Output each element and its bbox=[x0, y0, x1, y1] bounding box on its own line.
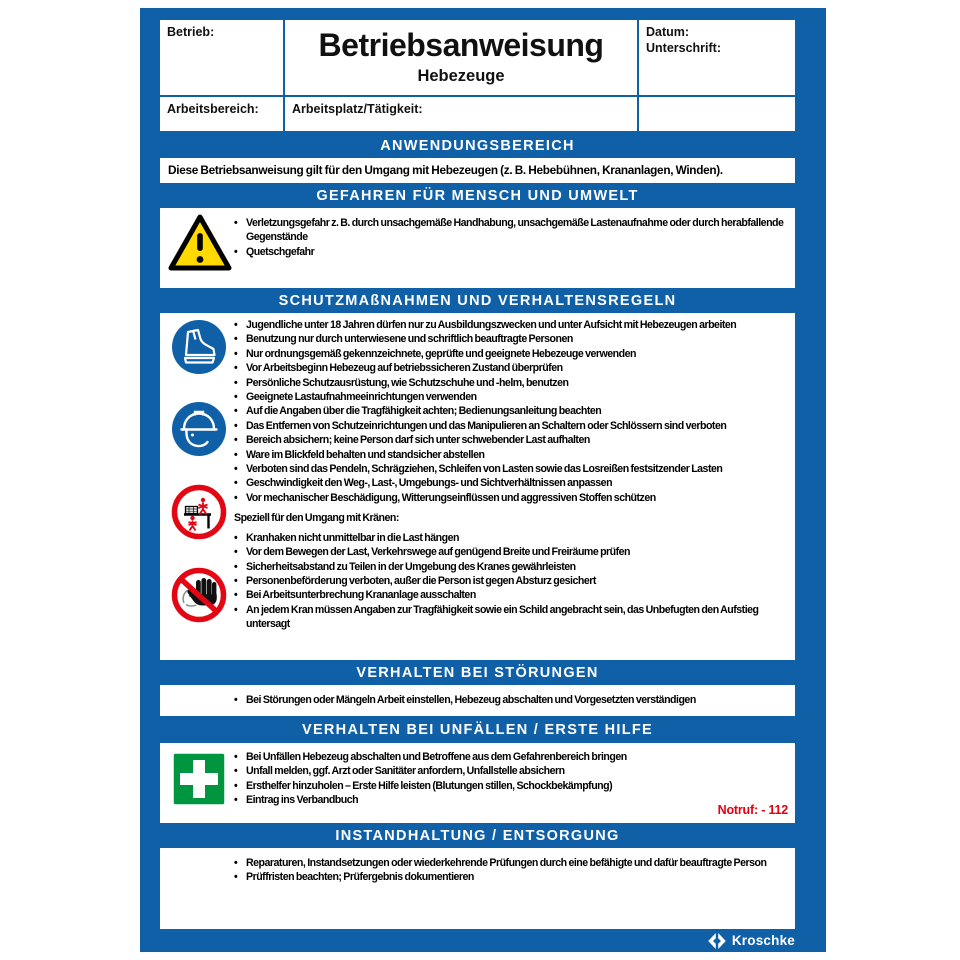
no-access-hand-icon bbox=[171, 567, 227, 628]
notruf-number: Notruf: - 112 bbox=[717, 803, 788, 817]
rule-item: • Sicherheitsabstand zu Teilen in der Umgebung des Kranes gewährleisten bbox=[246, 560, 793, 574]
rule-item: • Geschwindigkeit den Weg-, Last-, Umgebungs- und Sichtverhältnissen anpassen bbox=[246, 476, 793, 490]
stoerungen-list bbox=[234, 693, 793, 707]
rule-item: • Reparaturen, Instandsetzungen oder wiederkehrende Prüfungen durch eine befähigte und dafür beauftragte Person bbox=[246, 856, 793, 870]
kroschke-logo-icon bbox=[708, 933, 726, 949]
rule-item: • Bereich absichern; keine Person darf sich unter schwebender Last aufhalten bbox=[246, 433, 793, 447]
schutzmassnahmen-list bbox=[234, 318, 793, 505]
stoerungen-box bbox=[160, 685, 795, 716]
datum-unterschrift-field bbox=[639, 20, 795, 95]
rule-item: • Quetschgefahr bbox=[246, 245, 793, 259]
instandhaltung-list bbox=[234, 856, 793, 885]
rule-item: • An jedem Kran müssen Angaben zur Tragfähigkeit sowie ein Schild angebracht sein, das Unbefugten den Aufstieg untersagt bbox=[246, 603, 793, 632]
betrieb-label: Betrieb: bbox=[167, 25, 215, 39]
schutzmassnahmen-box bbox=[160, 313, 795, 660]
rule-item: • Geeignete Lastaufnahmeeinrichtungen verwenden bbox=[246, 390, 793, 404]
rule-item: • Persönliche Schutzausrüstung, wie Schutzschuhe und -helm, benutzen bbox=[246, 376, 793, 390]
safety-boots-icon bbox=[171, 319, 227, 380]
instandhaltung-box bbox=[160, 848, 795, 929]
rule-item: • Ware im Blickfeld behalten und standsicher abstellen bbox=[246, 448, 793, 462]
kran-list bbox=[234, 531, 793, 632]
rule-item: • Ersthelfer hinzuholen – Erste Hilfe leisten (Blutungen stillen, Schockbekämpfung) bbox=[246, 779, 793, 793]
arbeitsplatz-field bbox=[285, 97, 637, 131]
rule-item: • Verletzungsgefahr z. B. durch unsachgemäße Handhabung, unsachgemäße Lastenaufnahme oder durch herabfallende Gegenstände bbox=[246, 216, 793, 245]
rule-item: • Jugendliche unter 18 Jahren dürfen nur zu Ausbildungszwecken und unter Aufsicht mit Hebezeugen arbeiten bbox=[246, 318, 793, 332]
rule-item: • Bei Arbeitsunterbrechung Krananlage ausschalten bbox=[246, 588, 793, 602]
erste-hilfe-list bbox=[234, 750, 793, 808]
empty-field bbox=[639, 97, 795, 131]
rule-item: • Personenbeförderung verboten, außer die Person ist gegen Absturz gesichert bbox=[246, 574, 793, 588]
rule-item: • Eintrag ins Verbandbuch bbox=[246, 793, 793, 807]
gefahren-list bbox=[234, 216, 793, 259]
rule-item: • Bei Störungen oder Mängeln Arbeit einstellen, Hebezeug abschalten und Vorgesetzten verständigen bbox=[246, 693, 793, 707]
rule-item: • Prüffristen beachten; Prüfergebnis dokumentieren bbox=[246, 870, 793, 884]
section-header-anwendungsbereich: ANWENDUNGSBEREICH bbox=[380, 137, 575, 154]
rule-item: • Bei Unfällen Hebezeug abschalten und Betroffene aus dem Gefahrenbereich bringen bbox=[246, 750, 793, 764]
betrieb-field bbox=[160, 20, 283, 95]
header-table bbox=[160, 20, 795, 133]
hard-hat-icon bbox=[171, 401, 227, 462]
footer-bar bbox=[160, 929, 795, 952]
page-subtitle: Hebezeuge bbox=[417, 67, 505, 85]
rule-item: • Nur ordnungsgemäß gekennzeichnete, geprüfte und geeignete Hebezeuge verwenden bbox=[246, 347, 793, 361]
no-standing-under-load-icon bbox=[171, 484, 227, 545]
rule-item: • Benutzung nur durch unterwiesene und schriftlich beauftragte Personen bbox=[246, 332, 793, 346]
section-header-schutzmassnahmen: SCHUTZMAßNAHMEN UND VERHALTENSREGELN bbox=[278, 292, 677, 309]
rule-item: • Verboten sind das Pendeln, Schrägziehen, Schleifen von Lasten sowie das Losreißen festsitzender Lasten bbox=[246, 462, 793, 476]
section-header-instandhaltung: INSTANDHALTUNG / ENTSORGUNG bbox=[335, 827, 620, 844]
brand-name: Kroschke bbox=[731, 933, 795, 948]
title-cell bbox=[285, 20, 637, 95]
section-header-gefahren: GEFAHREN FÜR MENSCH UND UMWELT bbox=[316, 187, 639, 204]
kran-intro: Speziell für den Umgang mit Kränen: bbox=[234, 512, 399, 525]
gefahren-box bbox=[160, 208, 795, 288]
rule-item: • Das Entfernen von Schutzeinrichtungen und das Manipulieren an Schaltern oder Schlössern sind verboten bbox=[246, 419, 793, 433]
betriebsanweisung-sign bbox=[140, 8, 826, 952]
anwendungsbereich-box bbox=[160, 158, 795, 183]
anwendungsbereich-text: Diese Betriebsanweisung gilt für den Umgang mit Hebezeugen (z. B. Hebebühnen, Krananlagen, Winden). bbox=[168, 163, 723, 178]
datum-label: Datum: bbox=[646, 25, 690, 39]
section-header-stoerungen: VERHALTEN BEI STÖRUNGEN bbox=[356, 664, 599, 681]
warning-triangle-icon bbox=[168, 214, 232, 277]
first-aid-cross-icon bbox=[171, 751, 227, 812]
page-title: Betriebsanweisung bbox=[318, 27, 604, 63]
rule-item: • Kranhaken nicht unmittelbar in die Last hängen bbox=[246, 531, 793, 545]
unterschrift-label: Unterschrift: bbox=[646, 40, 722, 55]
rule-item: • Vor dem Bewegen der Last, Verkehrswege auf genügend Breite und Freiräume prüfen bbox=[246, 545, 793, 559]
rule-item: • Auf die Angaben über die Tragfähigkeit achten; Bedienungsanleitung beachten bbox=[246, 404, 793, 418]
rule-item: • Vor Arbeitsbeginn Hebezeug auf betriebssicheren Zustand überprüfen bbox=[246, 361, 793, 375]
arbeitsbereich-label: Arbeitsbereich: bbox=[167, 102, 259, 116]
section-header-unfaelle: VERHALTEN BEI UNFÄLLEN / ERSTE HILFE bbox=[301, 721, 654, 738]
arbeitsplatz-label: Arbeitsplatz/Tätigkeit: bbox=[292, 102, 423, 116]
arbeitsbereich-field bbox=[160, 97, 283, 131]
rule-item: • Vor mechanischer Beschädigung, Witterungseinflüssen und aggressiven Stoffen schützen bbox=[246, 491, 793, 505]
rule-item: • Unfall melden, ggf. Arzt oder Sanitäter anfordern, Unfallstelle absichern bbox=[246, 764, 793, 778]
erste-hilfe-box bbox=[160, 743, 795, 823]
